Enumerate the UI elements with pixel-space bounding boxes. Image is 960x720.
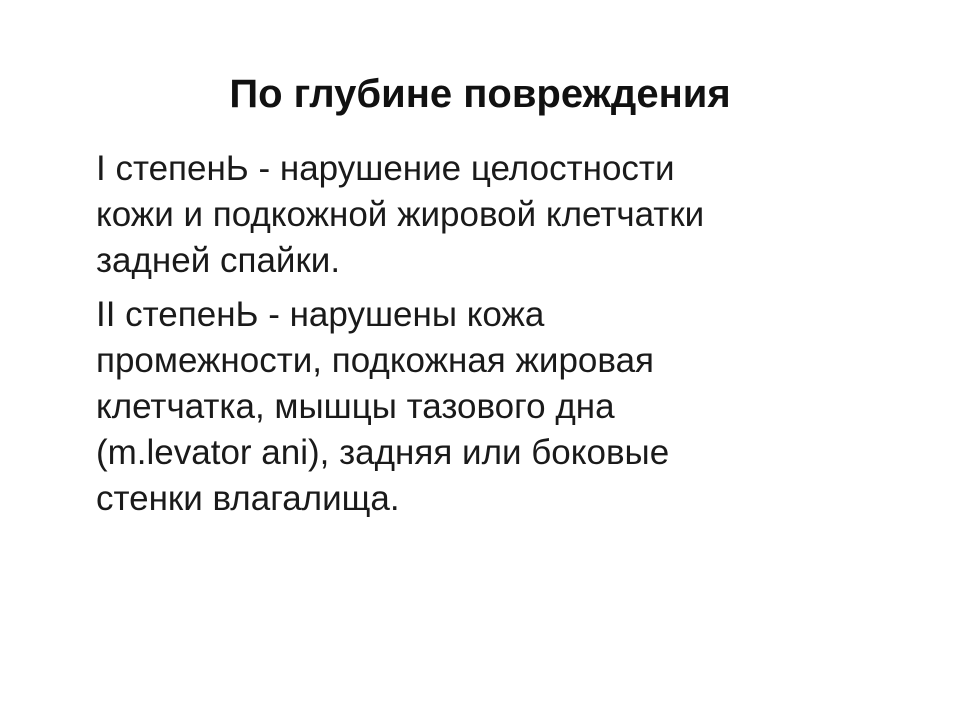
paragraph-degree-1: I степенЬ - нарушение целостности кожи и подкожной жировой клетчатки задней спайки. <box>96 149 705 280</box>
paragraph-degree-2: II степенЬ - нарушены кожа промежности, подкожная жировая клетчатка, мышцы тазового дна (m.levator ani), задняя или боковые стенки влагалища. <box>96 295 670 518</box>
slide-body <box>96 146 876 530</box>
slide-title: По глубине повреждения <box>229 72 731 116</box>
